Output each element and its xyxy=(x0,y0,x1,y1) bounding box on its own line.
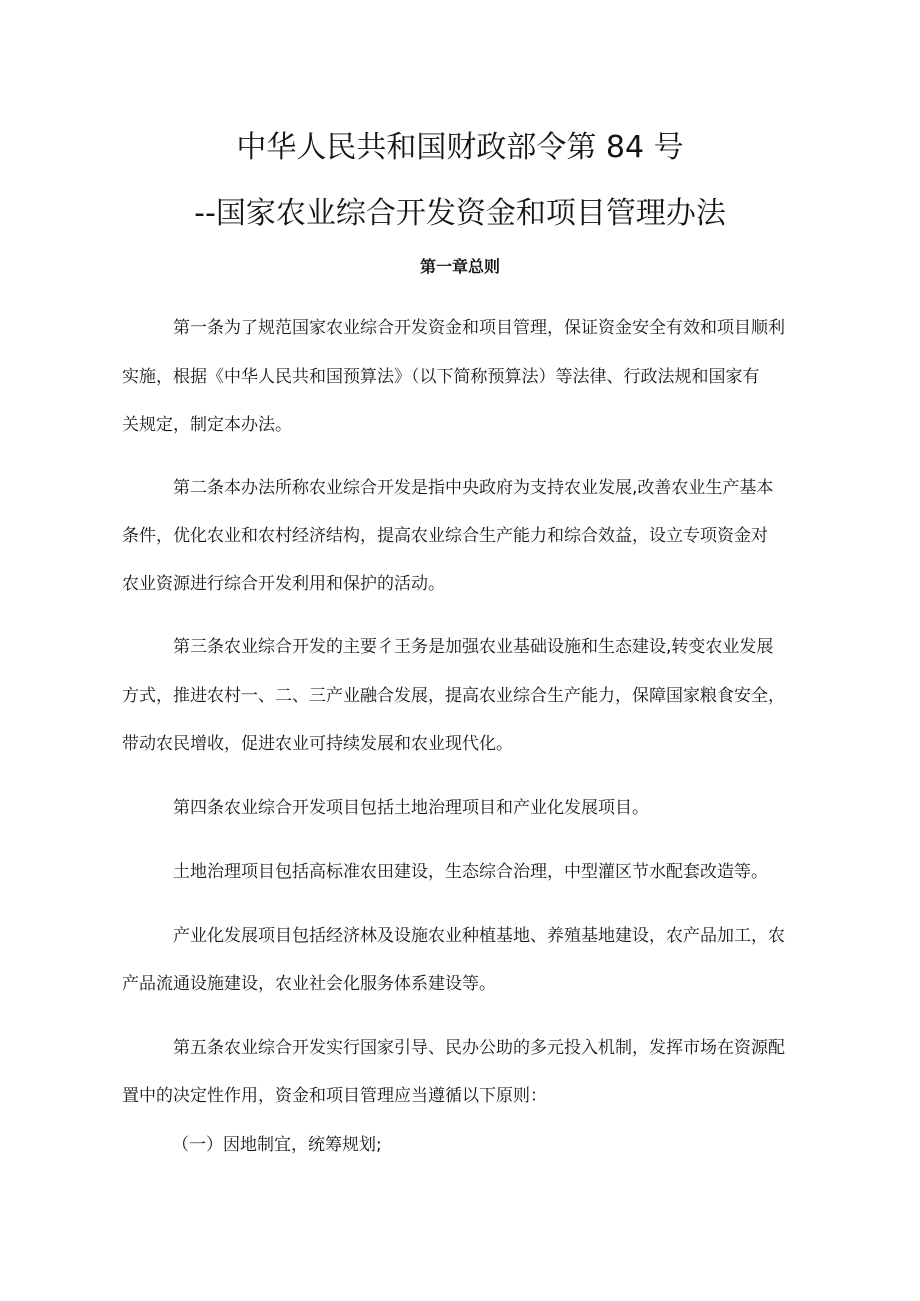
paragraph-line: 第四条农业综合开发项目包括土地治理项目和产业化发展项目。 xyxy=(173,798,649,818)
paragraph-line: 关规定，制定本办法。 xyxy=(122,415,292,435)
paragraph-line: 第三条农业综合开发的主要彳王务是加强农业基础设施和生态建设,转变农业发展 xyxy=(173,637,774,657)
paragraph-line: 条件，优化农业和农村经济结构，提高农业综合生产能力和综合效益，设立专项资金对 xyxy=(122,526,768,546)
paragraph-line: 产品流通设施建设，农业社会化服务体系建设等。 xyxy=(122,974,496,994)
document-title-line-1: 中华人民共和国财政部令第 84 号 xyxy=(236,130,684,165)
chapter-heading: 第一章总则 xyxy=(419,257,500,276)
paragraph-line: 第五条农业综合开发实行国家引导、民办公助的多元投入机制，发挥市场在资源配 xyxy=(173,1038,785,1058)
paragraph-line: 土地治理项目包括高标准农田建设，生态综合治理，中型灌区节水配套改造等。 xyxy=(173,862,768,882)
paragraph-line: 方式，推进农村一、二、三产业融合发展，提高农业综合生产能力，保障国家粮食安全， xyxy=(122,686,785,706)
list-item: （一）因地制宜，统筹规划; xyxy=(172,1135,382,1155)
paragraph-line: 农业资源进行综合开发利用和保护的活动。 xyxy=(122,574,445,594)
paragraph-line: 置中的决定性作用，资金和项目管理应当遵循以下原则： xyxy=(122,1086,547,1106)
paragraph-line: 第二条本办法所称农业综合开发是指中央政府为支持农业发展,改善农业生产基本 xyxy=(173,478,774,498)
document-title-line-2: --国家农业综合开发资金和项目管理办法 xyxy=(194,196,726,231)
paragraph-line: 第一条为了规范国家农业综合开发资金和项目管理，保证资金安全有效和项目顺利 xyxy=(173,318,785,338)
paragraph-line: 实施，根据《中华人民共和国预算法》（以下简称预算法）等法律、行政法规和国家有 xyxy=(122,367,760,387)
paragraph-line: 产业化发展项目包括经济林及设施农业种植基地、养殖基地建设，农产品加工，农 xyxy=(173,926,785,946)
paragraph-line: 带动农民增收，促进农业可持续发展和农业现代化。 xyxy=(122,734,513,754)
